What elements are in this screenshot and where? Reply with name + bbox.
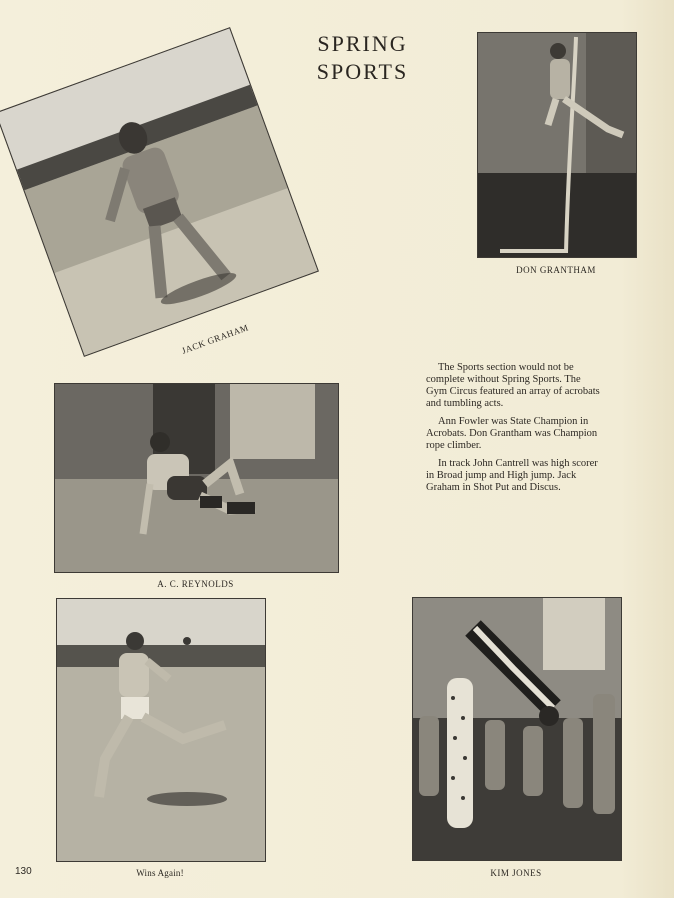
caption-wins-again: Wins Again! [136,868,184,878]
caption-kim-jones: KIM JONES [490,868,542,878]
photo-jack-graham-image [0,28,318,355]
page-number: 130 [15,866,32,877]
photo-jack-graham [0,27,319,357]
photo-kim-jones-image [413,598,621,860]
photo-ac-reynolds-image [55,384,338,572]
caption-don-grantham: DON GRANTHAM [516,265,596,275]
article-body [426,362,604,500]
photo-wins-again [56,598,266,862]
page-title [300,30,425,86]
caption-ac-reynolds: A. C. REYNOLDS [157,579,234,589]
photo-wins-again-image [57,599,265,861]
photo-ac-reynolds [54,383,339,573]
article-paragraph: Ann Fowler was State Champion in Acrobats. Don Grantham was Champion rope climber. [426,416,598,451]
caption-jack-graham: JACK GRAHAM [180,322,250,356]
photo-kim-jones [412,597,622,861]
photo-don-grantham-image [478,33,636,257]
article-paragraph: In track John Cantrell was high scorer in Broad jump and High jump. Jack Graham in Shot Put and Discus. [426,458,598,493]
title-line-2: SPORTS [316,59,409,84]
article-paragraph: The Sports section would not be complete without Spring Sports. The Gym Circus featured an array of acrobats and tumbling acts. [426,362,600,409]
photo-don-grantham [477,32,637,258]
title-line-1: SPRING [317,31,408,56]
